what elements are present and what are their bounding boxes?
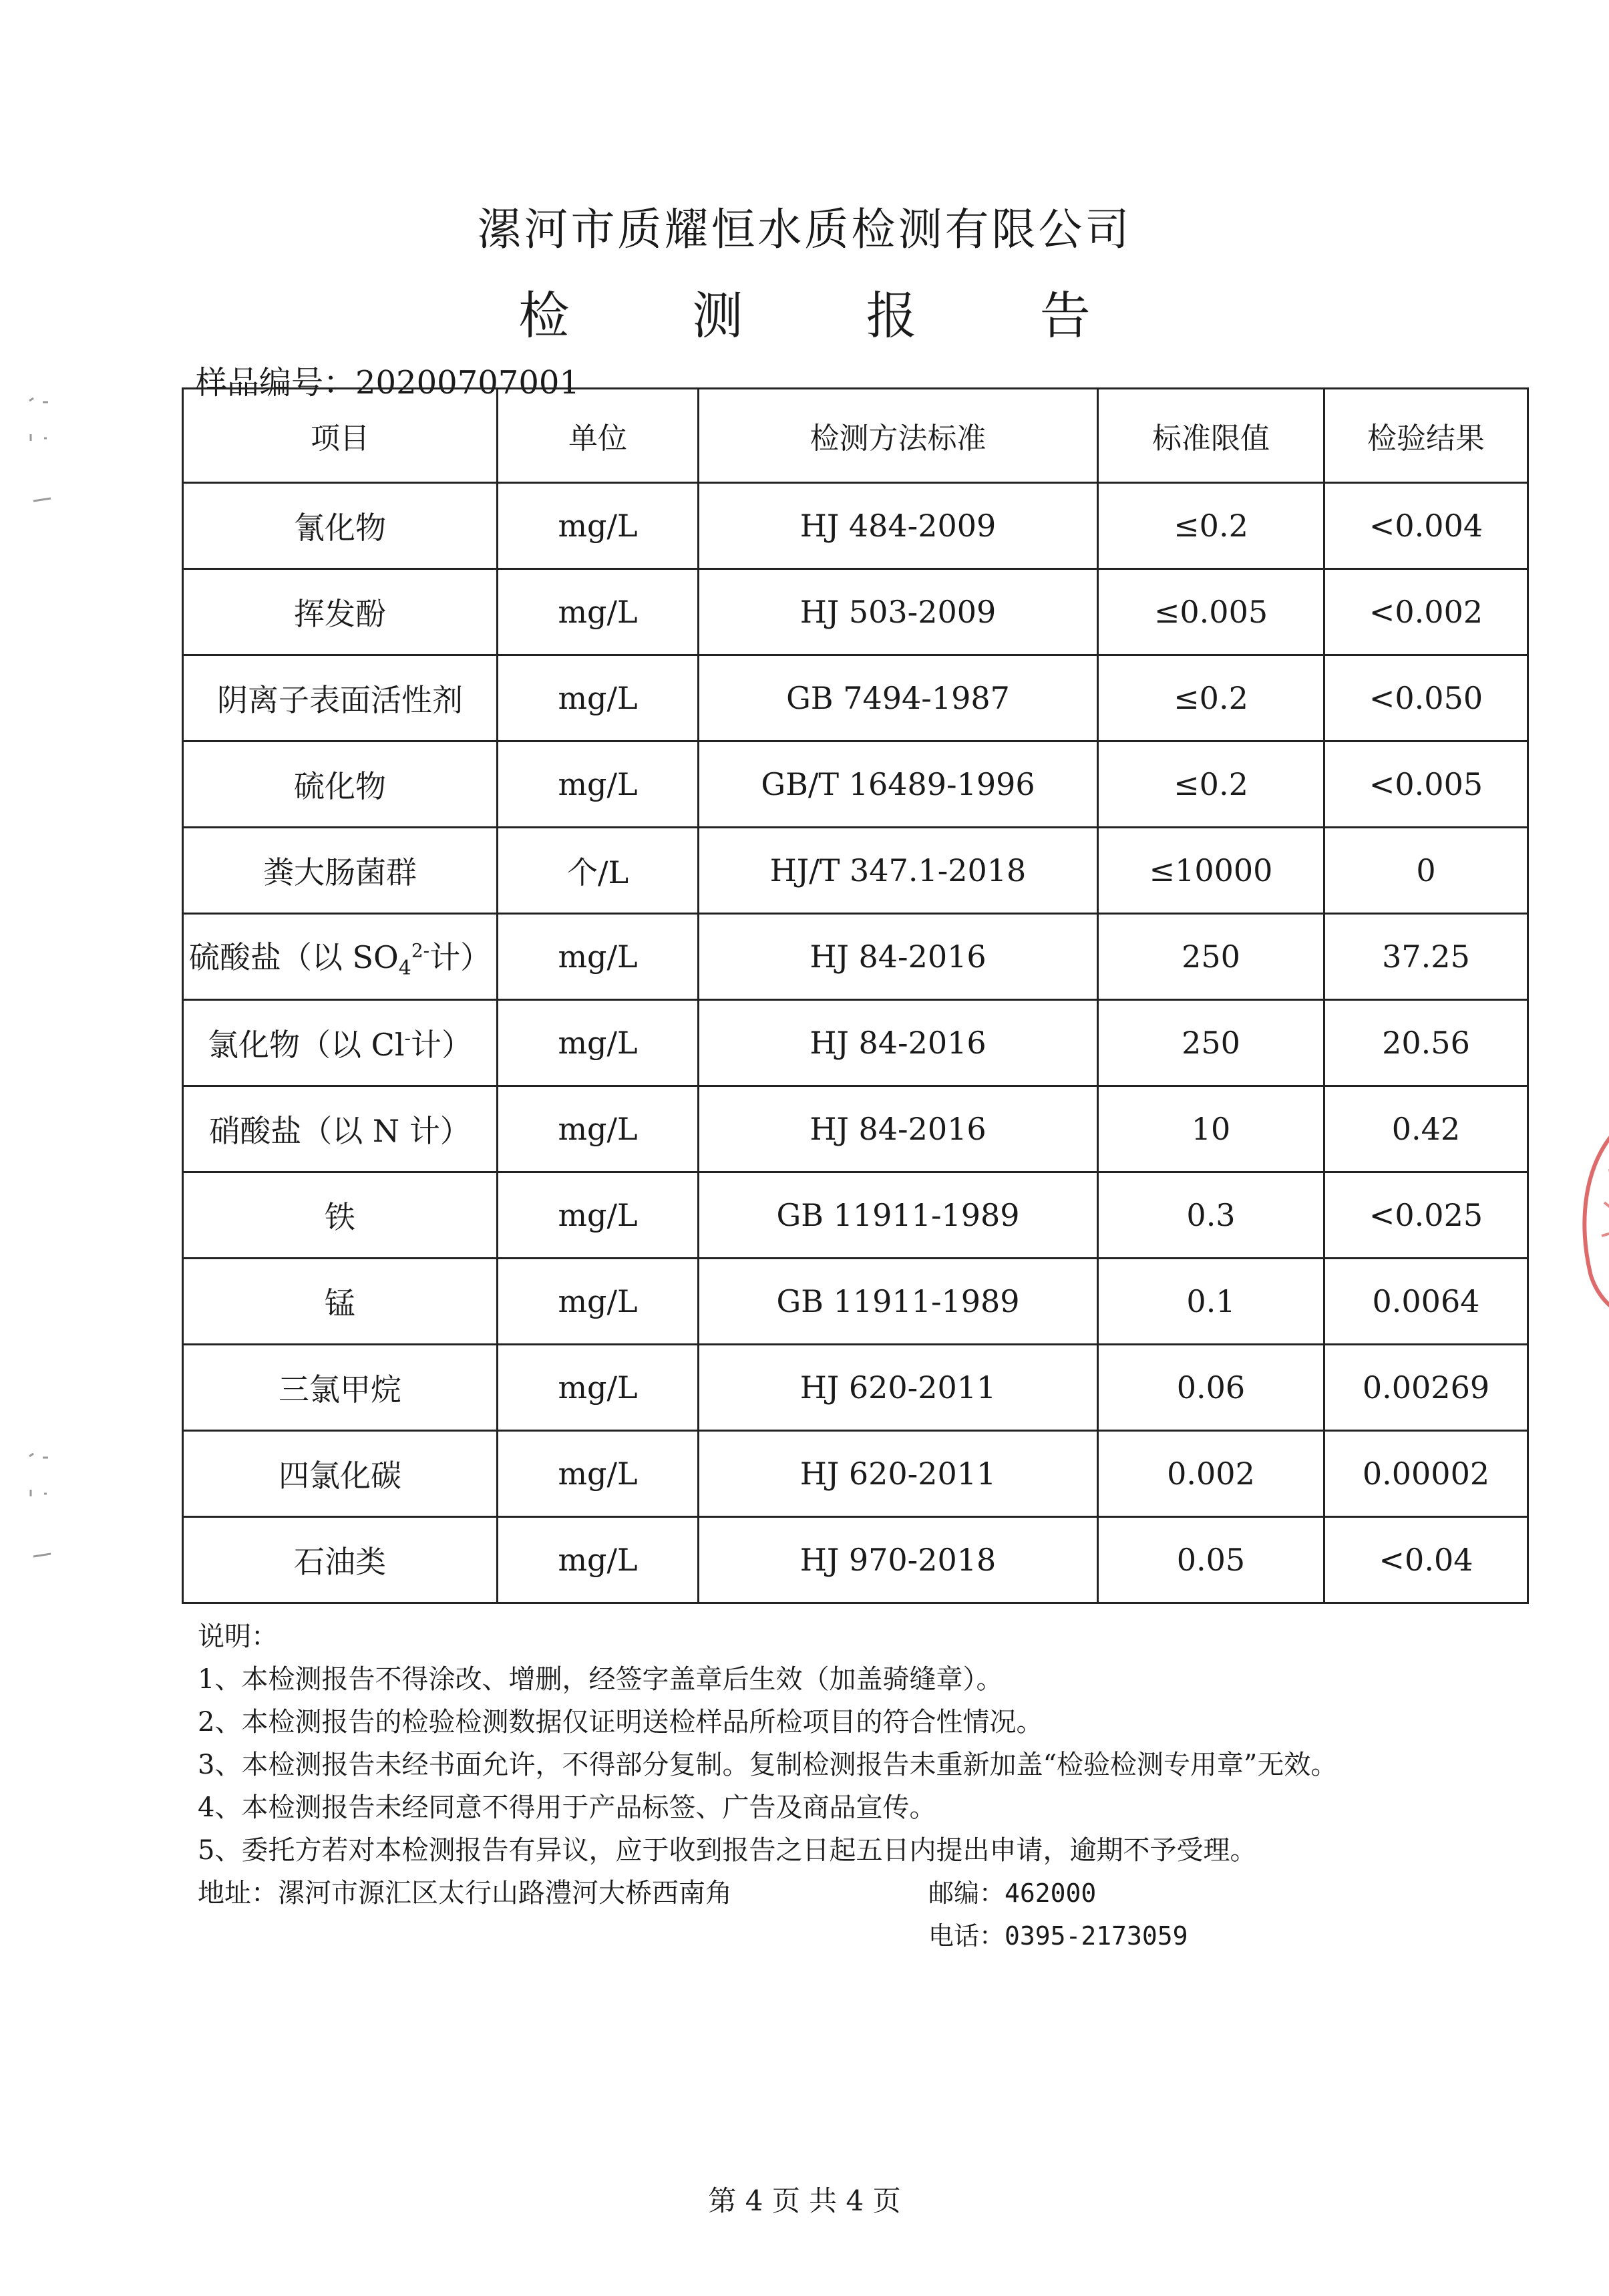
cell-method: HJ 620-2011 [699,1345,1098,1431]
cell-unit: mg/L [498,1431,699,1517]
cell-result: <0.050 [1324,655,1528,742]
cell-limit: 250 [1098,914,1324,1000]
cell-result: 0.00269 [1324,1345,1528,1431]
cell-limit: ≤0.005 [1098,569,1324,655]
cell-method: HJ 620-2011 [699,1431,1098,1517]
cell-method: GB/T 16489-1996 [699,742,1098,828]
cell-method: GB 11911-1989 [699,1172,1098,1259]
table-row [183,655,1528,742]
superscript: - [404,1027,411,1049]
item-text: 计） [411,1027,472,1063]
table-row [183,1086,1528,1172]
table-row [183,1259,1528,1345]
address-row [198,1872,1500,1915]
cell-method: HJ 503-2009 [699,569,1098,655]
cell-result: <0.002 [1324,569,1528,655]
cell-result: 0.0064 [1324,1259,1528,1345]
margin-binding-mark [24,1450,57,1563]
cell-method: HJ 970-2018 [699,1517,1098,1603]
item-text: 硫酸盐（以 SO [188,939,399,975]
column-header-unit: 单位 [498,389,699,483]
postcode: 邮编：462000 [928,1878,1097,1908]
cell-limit: 0.06 [1098,1345,1324,1431]
cell-limit: ≤0.2 [1098,655,1324,742]
cell-limit: ≤0.2 [1098,742,1324,828]
cell-item: 硝酸盐（以 N 计） [183,1086,498,1172]
cell-unit: mg/L [498,742,699,828]
cell-item: 硫化物 [183,742,498,828]
column-header-item: 项目 [183,389,498,483]
cell-result: 0 [1324,828,1528,914]
cell-result: <0.04 [1324,1517,1528,1603]
cell-result: 0.00002 [1324,1431,1528,1517]
cell-limit: ≤0.2 [1098,483,1324,569]
cell-limit: 250 [1098,1000,1324,1086]
cell-method: HJ/T 347.1-2018 [699,828,1098,914]
cell-item [183,1000,498,1086]
cell-unit: mg/L [498,1172,699,1259]
cell-unit: 个/L [498,828,699,914]
cell-limit: 0.05 [1098,1517,1324,1603]
results-table [182,387,1529,1604]
table-row [183,483,1528,569]
cell-unit: mg/L [498,1517,699,1603]
cell-limit: 10 [1098,1086,1324,1172]
note-item: 2、本检测报告的检验检测数据仅证明送检样品所检项目的符合性情况。 [198,1707,1043,1738]
table-row [183,1345,1528,1431]
column-header-method: 检测方法标准 [699,389,1098,483]
address: 地址：漯河市源汇区太行山路澧河大桥西南角 [198,1878,732,1909]
cell-unit: mg/L [498,569,699,655]
table-row [183,1517,1528,1603]
note-item: 4、本检测报告未经同意不得用于产品标签、广告及商品宣传。 [198,1792,936,1823]
table-row [183,1172,1528,1259]
table-header-row [183,389,1528,483]
table-row [183,1000,1528,1086]
cell-item: 锰 [183,1259,498,1345]
cell-limit: 0.002 [1098,1431,1324,1517]
cell-result: 20.56 [1324,1000,1528,1086]
cell-unit: mg/L [498,1259,699,1345]
cell-result: 0.42 [1324,1086,1528,1172]
cell-unit: mg/L [498,655,699,742]
column-header-result: 检验结果 [1324,389,1528,483]
cell-item: 石油类 [183,1517,498,1603]
notes-heading: 说明： [198,1621,278,1652]
table-row [183,914,1528,1000]
cell-item: 铁 [183,1172,498,1259]
cell-method: HJ 84-2016 [699,1086,1098,1172]
seam-stamp-fragment [1571,1122,1609,1316]
item-text: 计） [429,939,492,975]
table-row [183,569,1528,655]
cell-method: GB 11911-1989 [699,1259,1098,1345]
company-name: 漯河市质耀恒水质检测有限公司 [477,204,1132,255]
phone: 电话：0395-2173059 [928,1921,1188,1951]
cell-method: HJ 84-2016 [699,914,1098,1000]
cell-item [183,914,498,1000]
cell-item: 三氯甲烷 [183,1345,498,1431]
cell-item: 阴离子表面活性剂 [183,655,498,742]
cell-unit: mg/L [498,483,699,569]
cell-method: GB 7494-1987 [699,655,1098,742]
cell-limit: 0.1 [1098,1259,1324,1345]
cell-method: HJ 484-2009 [699,483,1098,569]
superscript: 2- [411,939,430,962]
cell-item: 氰化物 [183,483,498,569]
note-item: 5、委托方若对本检测报告有异议，应于收到报告之日起五日内提出申请，逾期不予受理。 [198,1835,1257,1866]
note-item: 3、本检测报告未经书面允许，不得部分复制。复制检测报告未重新加盖“检验检测专用章”无效。 [198,1750,1338,1780]
cell-result: <0.005 [1324,742,1528,828]
cell-unit: mg/L [498,1086,699,1172]
notes-section [198,1615,1500,1957]
cell-unit: mg/L [498,1000,699,1086]
cell-item: 粪大肠菌群 [183,828,498,914]
cell-item: 四氯化碳 [183,1431,498,1517]
report-title: 检 测 报 告 [518,286,1144,345]
phone-row [198,1915,1500,1957]
item-text: 氯化物（以 Cl [208,1027,405,1063]
margin-binding-mark [24,394,57,508]
cell-unit: mg/L [498,1345,699,1431]
cell-limit: ≤10000 [1098,828,1324,914]
page-number: 第 4 页 共 4 页 [708,2184,901,2217]
cell-limit: 0.3 [1098,1172,1324,1259]
table-row [183,742,1528,828]
cell-method: HJ 84-2016 [699,1000,1098,1086]
cell-result: 37.25 [1324,914,1528,1000]
note-item: 1、本检测报告不得涂改、增删，经签字盖章后生效（加盖骑缝章）。 [198,1664,1003,1695]
sample-number: 样品编号：20200707001 [195,364,580,401]
cell-item: 挥发酚 [183,569,498,655]
cell-unit: mg/L [498,914,699,1000]
cell-result: <0.004 [1324,483,1528,569]
table-row [183,1431,1528,1517]
subscript: 4 [398,957,411,981]
cell-result: <0.025 [1324,1172,1528,1259]
column-header-limit: 标准限值 [1098,389,1324,483]
table-row [183,828,1528,914]
